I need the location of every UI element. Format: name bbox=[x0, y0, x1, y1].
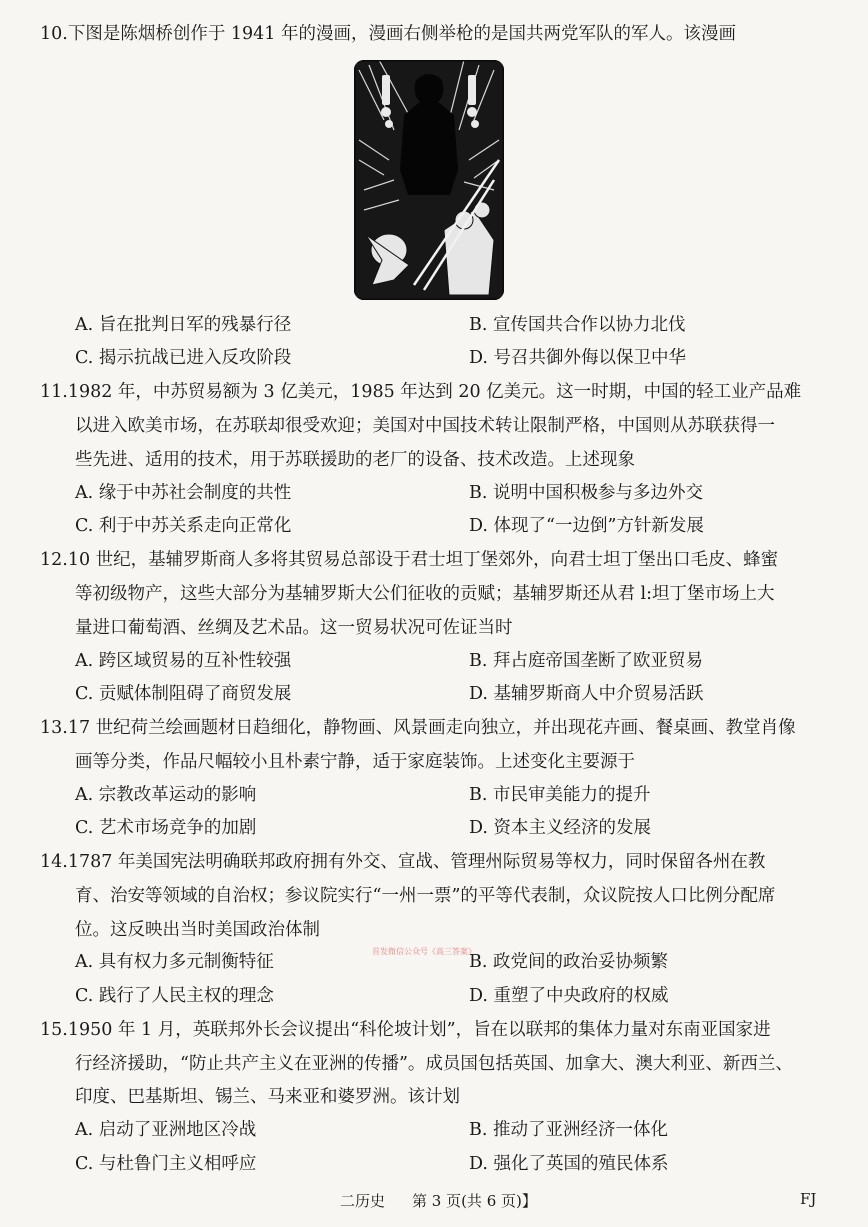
q10-option-d: D. 号召共御外侮以保卫中华 bbox=[469, 348, 687, 368]
q11-stem-line-3: 些先进、适用的技术，用于苏联援助的老厂的设备、技术改造。上述现象 bbox=[75, 450, 635, 470]
q14-option-d: D. 重塑了中央政府的权威 bbox=[469, 986, 669, 1006]
q12-option-b: B. 拜占庭帝国垄断了欧亚贸易 bbox=[469, 651, 703, 671]
q14-stem-line-2: 育、治安等领域的自治权；参议院实行“一州一票”的平等代表制，众议院按人口比例分配席 bbox=[75, 886, 776, 906]
footer-subject: 二历史 bbox=[340, 1192, 386, 1210]
q14-stem-line-1: 14.1787 年美国宪法明确联邦政府拥有外交、宣战、管理州际贸易等权力，同时保留各州在教 bbox=[40, 852, 766, 872]
q12-stem-line-3: 量进口葡萄酒、丝绸及艺术品。这一贸易状况可佐证当时 bbox=[75, 618, 513, 638]
q11-option-c: C. 利于中苏关系走向正常化 bbox=[75, 516, 292, 536]
q12-option-a: A. 跨区域贸易的互补性较强 bbox=[75, 651, 292, 671]
q15-stem-line-3: 印度、巴基斯坦、锡兰、马来亚和婆罗洲。该计划 bbox=[75, 1087, 460, 1107]
q15-option-d: D. 强化了英国的殖民体系 bbox=[469, 1154, 669, 1174]
q13-option-b: B. 市民审美能力的提升 bbox=[469, 785, 651, 805]
footer-code: FJ bbox=[800, 1190, 817, 1208]
q12-option-c: C. 贡赋体制阻碍了商贸发展 bbox=[75, 684, 292, 704]
q15-option-b: B. 推动了亚洲经济一体化 bbox=[469, 1120, 668, 1140]
q13-option-c: C. 艺术市场竞争的加剧 bbox=[75, 818, 257, 838]
q13-option-a: A. 宗教改革运动的影响 bbox=[75, 785, 257, 805]
q11-option-b: B. 说明中国积极参与多边外交 bbox=[469, 483, 703, 503]
q12-stem-line-2: 等初级物产，这些大部分为基辅罗斯大公们征收的贡赋；基辅罗斯还从君 l:坦丁堡市场上大 bbox=[75, 584, 775, 604]
q12-option-d: D. 基辅罗斯商人中介贸易活跃 bbox=[469, 684, 704, 704]
q10-option-b: B. 宣传国共合作以协力北伐 bbox=[469, 315, 686, 335]
q14-option-c: C. 践行了人民主权的理念 bbox=[75, 986, 274, 1006]
q15-stem-line-1: 15.1950 年 1 月，英联邦外长会议提出“科伦坡计划”，旨在以联邦的集体力量对东南亚国家进 bbox=[40, 1020, 771, 1040]
q10-option-c: C. 揭示抗战已进入反攻阶段 bbox=[75, 348, 292, 368]
q10-stem: 10.下图是陈烟桥创作于 1941 年的漫画，漫画右侧举枪的是国共两党军队的军人。该漫画 bbox=[40, 24, 736, 44]
q15-option-a: A. 启动了亚洲地区冷战 bbox=[75, 1120, 257, 1140]
cartoon-image bbox=[354, 60, 504, 300]
q14-option-b: B. 政党间的政治妥协频繁 bbox=[469, 952, 668, 972]
q11-stem-line-1: 11.1982 年，中苏贸易额为 3 亿美元，1985 年达到 20 亿美元。这一时期，中国的轻工业产品难 bbox=[40, 382, 802, 402]
q13-stem-line-1: 13.17 世纪荷兰绘画题材日趋细化，静物画、风景画走向独立，并出现花卉画、餐桌画、教堂肖像 bbox=[40, 718, 796, 738]
q15-option-c: C. 与杜鲁门主义相呼应 bbox=[75, 1154, 257, 1174]
q11-stem-line-2: 以进入欧美市场，在苏联却很受欢迎；美国对中国技术转让限制严格，中国则从苏联获得一 bbox=[75, 416, 775, 436]
q10-option-a: A. 旨在批判日军的残暴行径 bbox=[75, 315, 292, 335]
watermark-text: 首发微信公众号《高三答案》 bbox=[372, 947, 476, 956]
q14-option-a: A. 具有权力多元制衡特征 bbox=[75, 952, 274, 972]
q13-option-d: D. 资本主义经济的发展 bbox=[469, 818, 652, 838]
q11-option-a: A. 缘于中苏社会制度的共性 bbox=[75, 483, 292, 503]
q12-stem-line-1: 12.10 世纪，基辅罗斯商人多将其贸易总部设于君士坦丁堡郊外，向君士坦丁堡出口毛皮、蜂蜜 bbox=[40, 550, 779, 570]
q15-stem-line-2: 行经济援助，“防止共产主义在亚洲的传播”。成员国包括英国、加拿大、澳大利亚、新西兰、 bbox=[75, 1054, 793, 1074]
q14-stem-line-3: 位。这反映出当时美国政治体制 bbox=[75, 920, 320, 940]
q13-stem-line-2: 画等分类，作品尺幅较小且朴素宁静，适于家庭装饰。上述变化主要源于 bbox=[75, 752, 635, 772]
q11-option-d: D. 体现了“一边倒”方针新发展 bbox=[469, 516, 704, 536]
footer-page-number: 第 3 页(共 6 页)】 bbox=[412, 1192, 537, 1210]
